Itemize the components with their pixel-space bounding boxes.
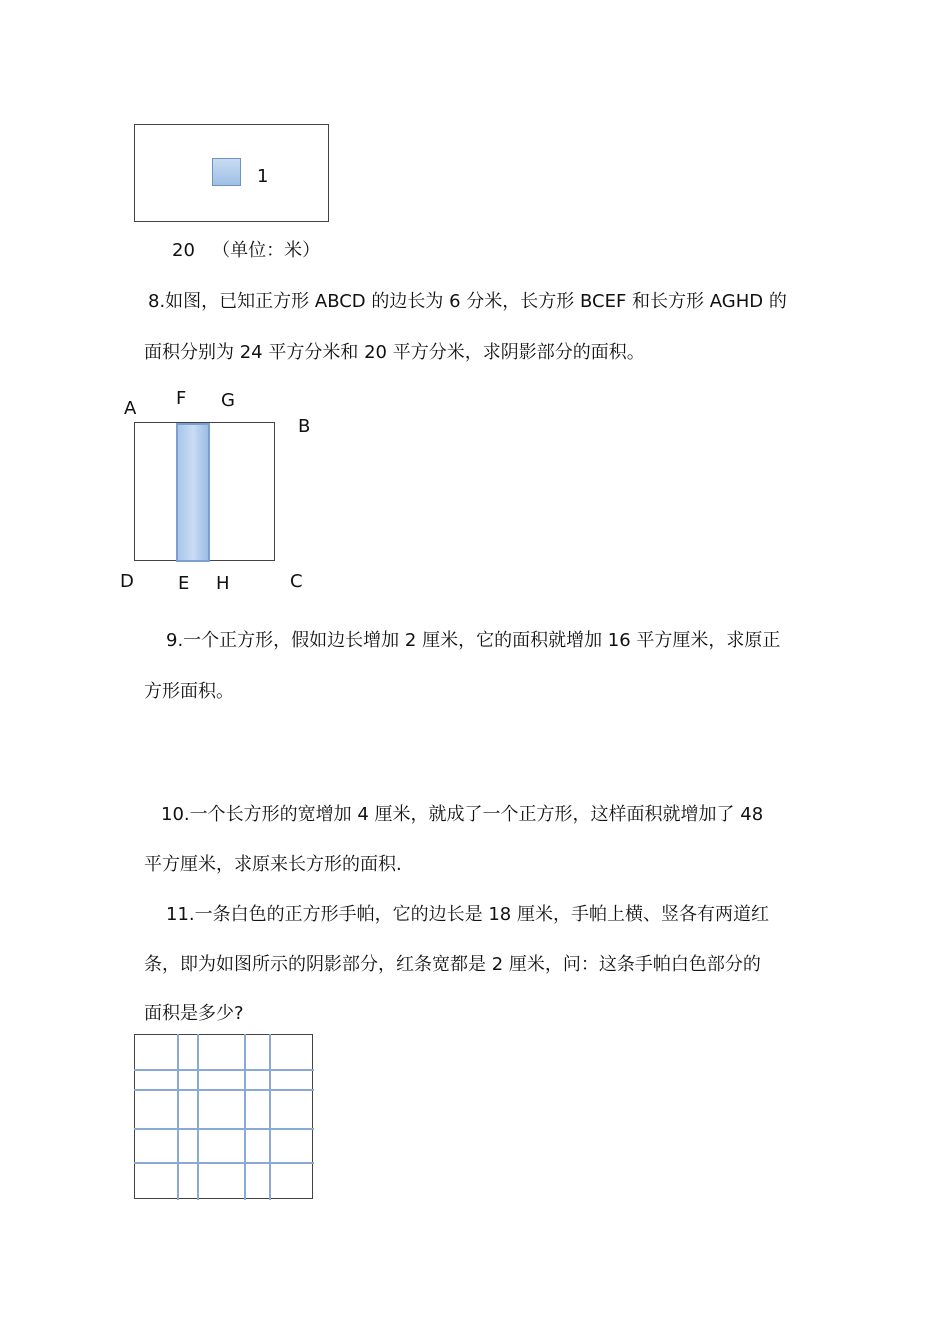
q8-line1: 8.如图，已知正方形 ABCD 的边长为 6 分米，长方形 BCEF 和长方形 AGHD 的	[148, 291, 787, 312]
q10-line1: 10.一个长方形的宽增加 4 厘米，就成了一个正方形，这样面积就增加了 48	[161, 804, 764, 825]
horizontal-stripe-line	[134, 1162, 314, 1164]
q8-line2: 面积分别为 24 平方分米和 20 平方分米，求阴影部分的面积。	[144, 342, 645, 363]
label-A: A	[124, 398, 137, 419]
small-square-label: 1	[257, 166, 269, 187]
figure1-caption: 20 （单位：米）	[172, 240, 321, 261]
vertical-stripe-line	[244, 1034, 246, 1200]
handkerchief-square	[134, 1034, 313, 1199]
q11-line1: 11.一条白色的正方形手帕，它的边长是 18 厘米，手帕上横、竖各有两道红	[166, 904, 769, 925]
horizontal-stripe-line	[134, 1128, 314, 1130]
vertical-stripe-line	[177, 1034, 179, 1200]
q9-line2: 方形面积。	[144, 681, 234, 702]
label-G: G	[221, 390, 235, 411]
small-square	[212, 158, 241, 186]
q11-line2: 条，即为如图所示的阴影部分，红条宽都是 2 厘米，问：这条手帕白色部分的	[144, 954, 761, 975]
label-F: F	[176, 388, 187, 409]
label-D: D	[120, 571, 134, 592]
horizontal-stripe-line	[134, 1089, 314, 1091]
label-E: E	[178, 573, 190, 594]
horizontal-stripe-line	[134, 1069, 314, 1071]
label-C: C	[290, 571, 303, 592]
vertical-stripe-line	[197, 1034, 199, 1200]
q11-line3: 面积是多少?	[144, 1003, 244, 1024]
label-B: B	[298, 416, 311, 437]
shaded-strip	[176, 423, 210, 562]
vertical-stripe-line	[269, 1034, 271, 1200]
label-H: H	[216, 573, 230, 594]
q9-line1: 9.一个正方形，假如边长增加 2 厘米，它的面积就增加 16 平方厘米，求原正	[166, 630, 781, 651]
q10-line2: 平方厘米，求原来长方形的面积.	[144, 854, 402, 875]
